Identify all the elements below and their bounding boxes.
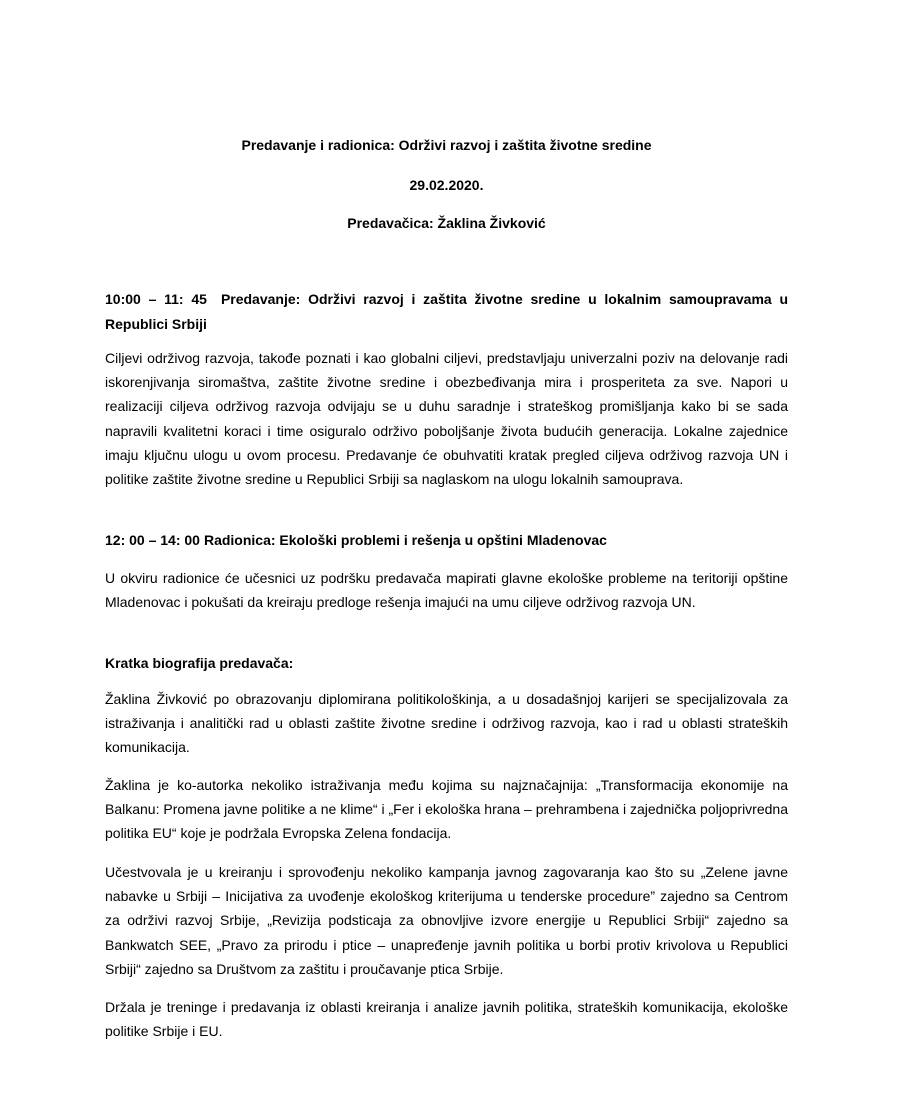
session-title: Predavanje: Održivi razvoj i zaštita životne sredine u lokalnim samoupravama u Republici Srbiji bbox=[105, 291, 788, 332]
bio-paragraph: Žaklina je ko-autorka nekoliko istraživanja među kojima su najznačajnija: „Transformacija ekonomije na Balkanu: Promena javne politike a ne klime“ i „Fer i ekološka hrana – prehrambena i zajednička poljoprivredna politika EU“ koje je podržala Evropska Zelena fondacija. bbox=[105, 777, 788, 842]
session-title: Radionica: Ekološki problemi i rešenja u opštini Mladenovac bbox=[203, 532, 607, 548]
session-lecture-description: Ciljevi održivog razvoja, takođe poznati i kao globalni ciljevi, predstavljaju univerzalni poziv na delovanje radi iskorenjivanja siromaštva, zaštite životne sredine i obezbeđivanja mira i prosperiteta za sve. Napori u realizaciji ciljeva održivog razvoja odvijaju se u duhu saradnje i strateškog promišljanja kako bi se sada napravili kvalitetni koraci i time osiguralo održivo poboljšanje života budućih generacija. Lokalne zajednice imaju ključnu ulogu u ovom procesu. Predavanje će obuhvatiti kratak pregled ciljeva održivog razvoja UN i politike zaštite životne sredine u Republici Srbiji sa naglaskom na ulogu lokalnih samouprava. bbox=[105, 350, 788, 488]
bio-paragraph: Žaklina Živković po obrazovanju diplomirana politikološkinja, a u dosadašnjoj karijeri se specijalizovala za istraživanja i analitički rad u oblasti zaštite životne sredine i održivog razvoja, kao i rad u oblasti strateških komunikacija. bbox=[105, 691, 788, 756]
session-time: 10:00 – 11: 45 bbox=[105, 291, 207, 307]
session-workshop-heading bbox=[105, 528, 788, 553]
document-title: Predavanje i radionica: Održivi razvoj i zaštita životne sredine bbox=[241, 137, 652, 153]
bio-paragraph: Učestvovala je u kreiranju i sprovođenju nekoliko kampanja javnog zagovaranja kao što su „Zelene javne nabavke u Srbiji – Inicijativa za uvođenje ekološkog kriterijuma u tenderske procedure” zajedno sa Centrom za održivi razvoj Srbije, „Revizija podsticaja za obnovljive izvore energije u Republici Srbiji“ zajedno sa Bankwatch SEE, „Pravo za prirodu i ptice – unapređenje javnih politika u borbi protiv krivolova u Republici Srbiji“ zajedno sa Društvom za zaštitu i proučavanje ptica Srbije. bbox=[105, 864, 788, 977]
session-workshop-description: U okviru radionice će učesnici uz podršku predavača mapirati glavne ekološke probleme na teritoriji opštine Mladenovac i pokušati da kreiraju predloge rešenja imajući na umu ciljeve održivog razvoja UN. bbox=[105, 570, 788, 611]
lecturer-line: Predavačica: Žaklina Živković bbox=[347, 215, 546, 231]
bio-heading: Kratka biografija predavača: bbox=[105, 655, 294, 671]
bio-paragraph: Držala je treninge i predavanja iz oblasti kreiranja i analize javnih politika, strateških komunikacija, ekološke politike Srbije i EU. bbox=[105, 999, 788, 1040]
session-time: 12: 00 – 14: 00 bbox=[105, 532, 200, 548]
event-date: 29.02.2020. bbox=[409, 177, 484, 193]
session-lecture-heading bbox=[105, 287, 788, 337]
